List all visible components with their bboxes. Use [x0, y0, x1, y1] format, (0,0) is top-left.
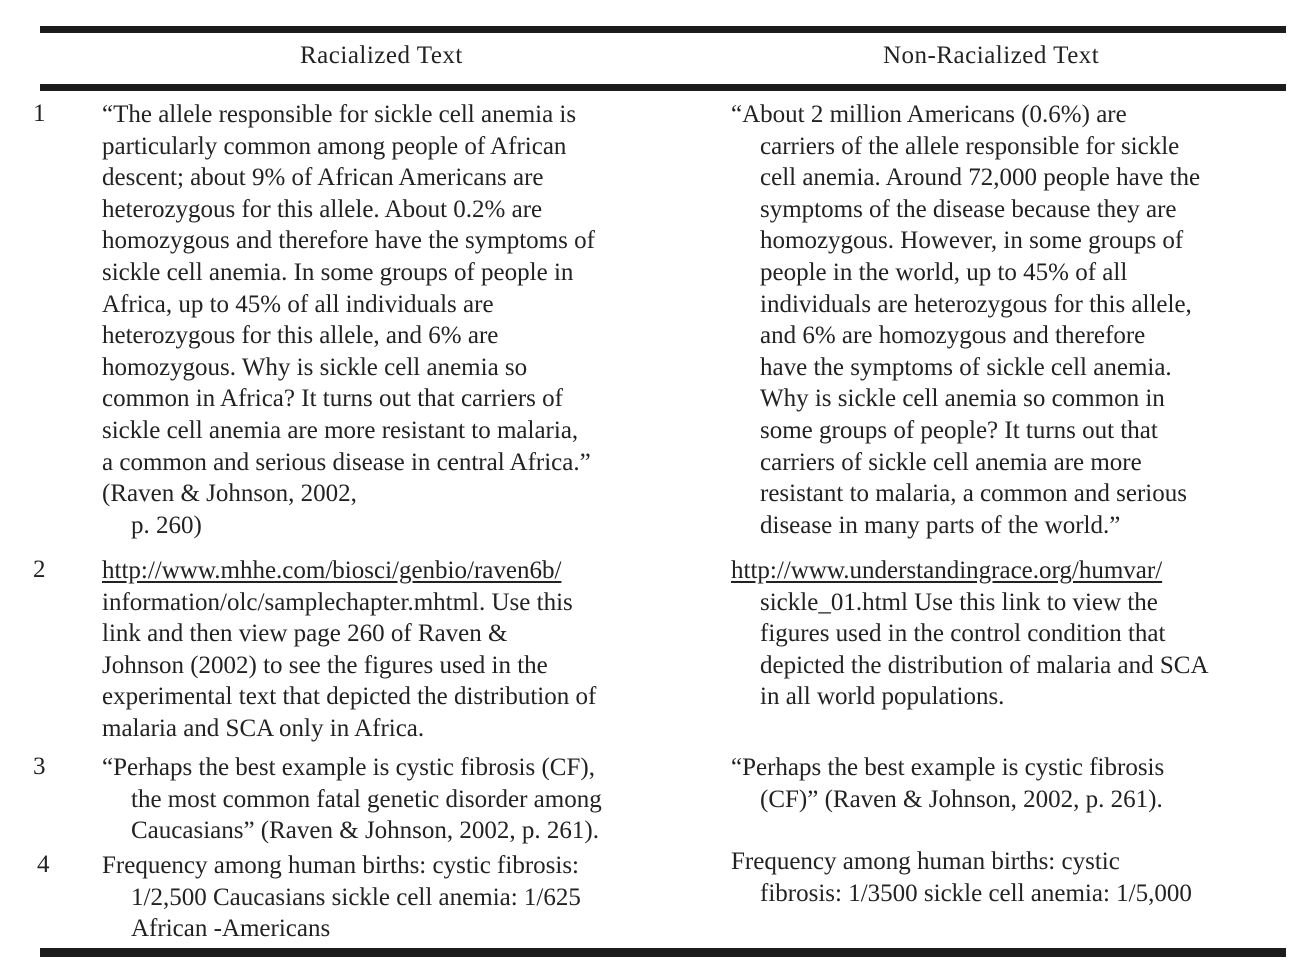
text-line: Johnson (2002) to see the figures used in the — [102, 651, 548, 679]
text-line: a common and serious disease in central Africa.” — [102, 448, 591, 476]
row-2-non-racialized-text — [731, 555, 1291, 713]
row-4-non-racialized-text — [731, 846, 1291, 909]
text-line: depicted the distribution of malaria and SCA — [760, 651, 1209, 679]
text-line: Frequency among human births: cystic fibrosis: — [102, 852, 580, 879]
table-header-rule — [40, 84, 1286, 91]
text-line: descent; about 9% of African Americans are — [102, 164, 544, 192]
text-line: resistant to malaria, a common and serious — [760, 480, 1187, 508]
row-2-racialized-text — [102, 555, 697, 745]
text-line: and 6% are homozygous and therefore — [760, 322, 1146, 350]
text-line: people in the world, up to 45% of all — [760, 258, 1128, 286]
table-top-rule — [40, 26, 1286, 33]
text-line: malaria and SCA only in Africa. — [102, 714, 425, 742]
row-4-racialized-text — [102, 850, 697, 945]
header-racialized-text: Racialized Text — [300, 42, 463, 69]
header-non-racialized-text: Non-Racialized Text — [883, 42, 1100, 69]
text-line: “Perhaps the best example is cystic fibrosis (CF), — [102, 754, 595, 781]
understandingrace-link[interactable]: http://www.understandingrace.org/humvar/ — [731, 557, 1163, 584]
text-line: fibrosis: 1/3500 sickle cell anemia: 1/5,000 — [760, 879, 1192, 907]
row-number-2: 2 — [33, 556, 46, 583]
text-line: particularly common among people of African — [102, 132, 567, 160]
text-line: “The allele responsible for sickle cell anemia is — [102, 101, 577, 128]
text-line: experimental text that depicted the distribution of — [102, 683, 597, 711]
text-line: “Perhaps the best example is cystic fibrosis — [731, 754, 1165, 781]
text-line: (Raven & Johnson, 2002, — [102, 480, 357, 508]
text-line: sickle cell anemia. In some groups of people in — [102, 258, 574, 286]
text-line: link and then view page 260 of Raven & — [102, 620, 508, 648]
text-line: Why is sickle cell anemia so common in — [760, 385, 1165, 413]
row-number-4: 4 — [37, 851, 50, 878]
row-3-racialized-text — [102, 752, 697, 847]
text-line: homozygous. Why is sickle cell anemia so — [102, 353, 528, 381]
text-line: 1/2,500 Caucasians sickle cell anemia: 1/625 — [131, 883, 581, 911]
text-line: common in Africa? It turns out that carriers of — [102, 385, 563, 413]
text-line: cell anemia. Around 72,000 people have the — [760, 164, 1201, 192]
text-line: p. 260) — [131, 511, 202, 539]
text-line: information/olc/samplechapter.mhtml. Use this — [102, 588, 573, 616]
text-line: disease in many parts of the world.” — [760, 511, 1121, 539]
text-line: African -Americans — [131, 915, 331, 943]
text-line: heterozygous for this allele, and 6% are — [102, 322, 499, 350]
text-line: “About 2 million Americans (0.6%) are — [731, 101, 1127, 128]
text-line: sickle_01.html Use this link to view the — [760, 588, 1158, 616]
text-line: Africa, up to 45% of all individuals are — [102, 290, 494, 318]
row-1-non-racialized-text — [731, 99, 1291, 541]
text-line: in all world populations. — [760, 683, 1005, 711]
text-line: symptoms of the disease because they are — [760, 195, 1177, 223]
text-line: carriers of the allele responsible for sickle — [760, 132, 1180, 160]
text-line: heterozygous for this allele. About 0.2% are — [102, 195, 543, 223]
text-line: individuals are heterozygous for this allele, — [760, 290, 1192, 318]
text-line: Frequency among human births: cystic — [731, 848, 1120, 875]
table-bottom-rule — [40, 948, 1286, 957]
text-line: homozygous and therefore have the symptoms of — [102, 227, 595, 255]
text-line: (CF)” (Raven & Johnson, 2002, p. 261). — [760, 785, 1163, 813]
row-number-1: 1 — [33, 100, 46, 127]
row-number-3: 3 — [33, 753, 46, 780]
text-line: the most common fatal genetic disorder among — [131, 785, 602, 813]
text-line: carriers of sickle cell anemia are more — [760, 448, 1142, 476]
text-line: sickle cell anemia are more resistant to malaria, — [102, 416, 579, 444]
text-line: Caucasians” (Raven & Johnson, 2002, p. 261). — [131, 817, 599, 845]
row-3-non-racialized-text — [731, 752, 1291, 815]
row-1-racialized-text — [102, 99, 697, 541]
text-line: have the symptoms of sickle cell anemia. — [760, 353, 1172, 381]
text-line: figures used in the control condition that — [760, 620, 1166, 648]
text-line: homozygous. However, in some groups of — [760, 227, 1184, 255]
text-line: some groups of people? It turns out that — [760, 416, 1158, 444]
raven-chapter-link[interactable]: http://www.mhhe.com/biosci/genbio/raven6b/ — [102, 557, 562, 584]
